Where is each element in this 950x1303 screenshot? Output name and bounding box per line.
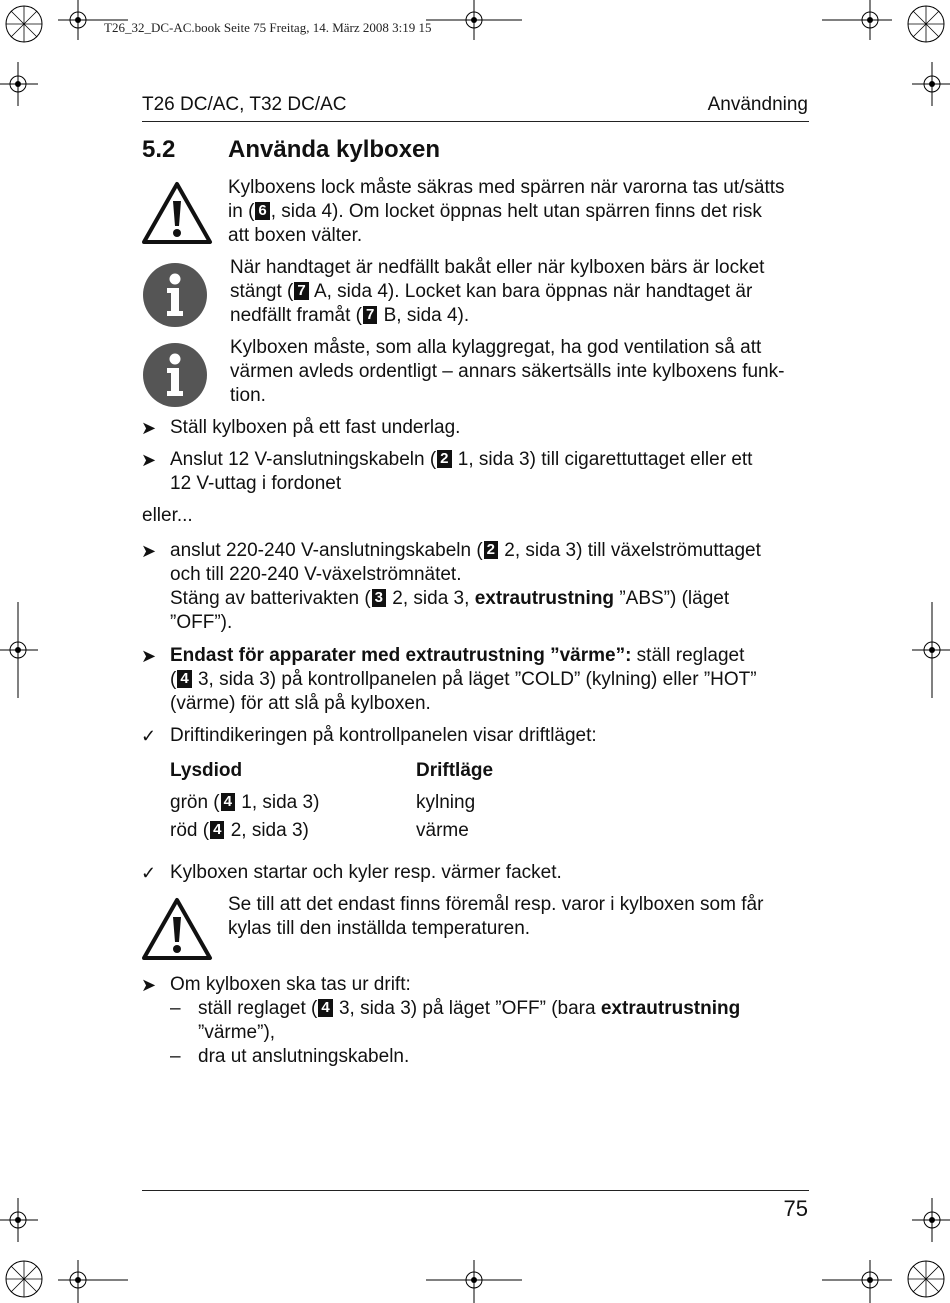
step-3	[170, 539, 761, 635]
warning-icon	[141, 181, 213, 245]
footer-rule	[142, 1190, 809, 1191]
figure-ref-badge: 4	[177, 670, 191, 688]
print-info-line: T26_32_DC-AC.book Seite 75 Freitag, 14. März 2008 3:19 15	[104, 20, 432, 35]
text-line: (värme) för att slå på kylboxen.	[170, 693, 431, 714]
text-line	[170, 668, 757, 692]
info-text-2	[230, 336, 784, 408]
step-4	[170, 644, 757, 716]
text-span: Stäng av batterivakten (	[170, 588, 371, 609]
text-span: in (	[228, 201, 255, 222]
text-span: 2, sida 3) till växelströmuttaget	[499, 540, 761, 561]
text-span: A, sida 4). Locket kan bara öppnas när handtaget är	[309, 281, 753, 302]
text-span: ställ reglaget	[631, 645, 745, 666]
text-line: kylas till den inställda temperaturen.	[228, 918, 531, 939]
text-line	[228, 200, 785, 224]
text-line: att boxen välter.	[228, 225, 363, 246]
running-header-title: T26 DC/AC, T32 DC/AC	[142, 94, 347, 115]
text-line	[230, 280, 764, 304]
figure-ref-badge: 2	[484, 541, 498, 559]
text-line	[170, 448, 752, 472]
text-span: nedfällt framåt (	[230, 305, 362, 326]
warning-text-2	[228, 893, 763, 941]
info-icon	[142, 262, 208, 328]
figure-ref-badge: 6	[255, 202, 269, 220]
text-line: 12 V-uttag i fordonet	[170, 473, 342, 494]
text-span: Anslut 12 V-anslutningskabeln (	[170, 449, 437, 470]
figure-ref-badge: 4	[318, 999, 332, 1017]
text-line	[170, 587, 761, 611]
warning-text-1	[228, 176, 785, 248]
text-line: När handtaget är nedfällt bakåt eller när kylboxen bärs är locket	[230, 257, 765, 278]
text-span: (	[170, 669, 177, 690]
page-number: 75	[783, 1196, 808, 1221]
dash-bullet: –	[170, 1046, 181, 1067]
text-span: 1, sida 3) till cigarettuttaget eller ett	[452, 449, 753, 470]
text-line: ”värme”),	[198, 1022, 276, 1043]
arrow-bullet-icon: ➤	[141, 975, 157, 995]
check-result-2: Kylboxen startar och kyler resp. värmer facket.	[170, 862, 562, 883]
arrow-bullet-icon: ➤	[141, 646, 157, 666]
text-line: värmen avleds ordentligt – annars säkertsälls inte kylboxens funk-	[230, 361, 785, 382]
text-span: , sida 4). Om locket öppnas helt utan spärren finns det risk	[270, 201, 762, 222]
emphasis-text: Endast för apparater med extrautrustning ”värme”:	[170, 645, 632, 666]
table-cell: röd (	[170, 820, 210, 841]
running-header-section: Användning	[707, 94, 808, 115]
text-line	[170, 644, 757, 668]
or-text: eller...	[142, 505, 193, 526]
table-row	[170, 791, 319, 815]
table-header-mode: Driftläge	[416, 760, 494, 781]
emphasis-text: extrautrustning	[600, 998, 741, 1019]
figure-ref-badge: 2	[437, 450, 451, 468]
info-icon	[142, 342, 208, 408]
arrow-bullet-icon: ➤	[141, 450, 157, 470]
table-header-led: Lysdiod	[170, 760, 243, 781]
step-5-intro: Om kylboxen ska tas ur drift:	[170, 974, 411, 995]
step-1: Ställ kylboxen på ett fast underlag.	[170, 417, 461, 438]
arrow-bullet-icon: ➤	[141, 418, 157, 438]
figure-ref-badge: 7	[294, 282, 308, 300]
arrow-bullet-icon: ➤	[141, 541, 157, 561]
check-icon: ✓	[141, 863, 157, 883]
text-span: anslut 220-240 V-anslutningskabeln (	[170, 540, 483, 561]
warning-icon	[141, 897, 213, 961]
emphasis-text: extrautrustning	[474, 588, 615, 609]
text-span: ”ABS”) (läget	[614, 588, 730, 609]
text-span: 2, sida 3,	[387, 588, 475, 609]
table-row	[170, 819, 309, 843]
table-cell: värme	[416, 820, 469, 841]
table-cell: 2, sida 3)	[225, 820, 309, 841]
text-line	[170, 539, 761, 563]
text-span: B, sida 4).	[378, 305, 470, 326]
text-line: Kylboxens lock måste säkras med spärren när varorna tas ut/sätts	[228, 177, 785, 198]
text-line: och till 220-240 V-växelströmnätet.	[170, 564, 462, 585]
section-number: 5.2	[142, 136, 176, 163]
table-cell: 1, sida 3)	[235, 792, 320, 813]
text-line: Se till att det endast finns föremål resp. varor i kylboxen som får	[228, 894, 764, 915]
table-cell: grön (	[170, 792, 220, 813]
text-span: stängt (	[230, 281, 294, 302]
text-line: tion.	[230, 385, 266, 406]
step-5-item-2: dra ut anslutningskabeln.	[198, 1046, 410, 1067]
text-line	[198, 997, 740, 1021]
text-line: ”OFF”).	[170, 612, 233, 633]
figure-ref-badge: 7	[363, 306, 377, 324]
step-5-item-1	[198, 997, 740, 1045]
header-rule	[142, 121, 809, 122]
figure-ref-badge: 4	[210, 821, 224, 839]
dash-bullet: –	[170, 998, 181, 1019]
step-2	[170, 448, 752, 496]
table-cell: kylning	[416, 792, 476, 813]
text-line: Kylboxen måste, som alla kylaggregat, ha god ventilation så att	[230, 337, 762, 358]
section-title: Använda kylboxen	[228, 136, 441, 163]
info-text-1	[230, 256, 764, 328]
check-result-1: Driftindikeringen på kontrollpanelen visar driftläget:	[170, 725, 597, 746]
text-span: ställ reglaget (	[198, 998, 318, 1019]
text-line	[230, 304, 764, 328]
text-span: 3, sida 3) på kontrollpanelen på läget ”COLD” (kylning) eller ”HOT”	[192, 669, 757, 690]
text-span: 3, sida 3) på läget ”OFF” (bara	[333, 998, 601, 1019]
check-icon: ✓	[141, 726, 157, 746]
figure-ref-badge: 4	[221, 793, 235, 811]
figure-ref-badge: 3	[372, 589, 386, 607]
